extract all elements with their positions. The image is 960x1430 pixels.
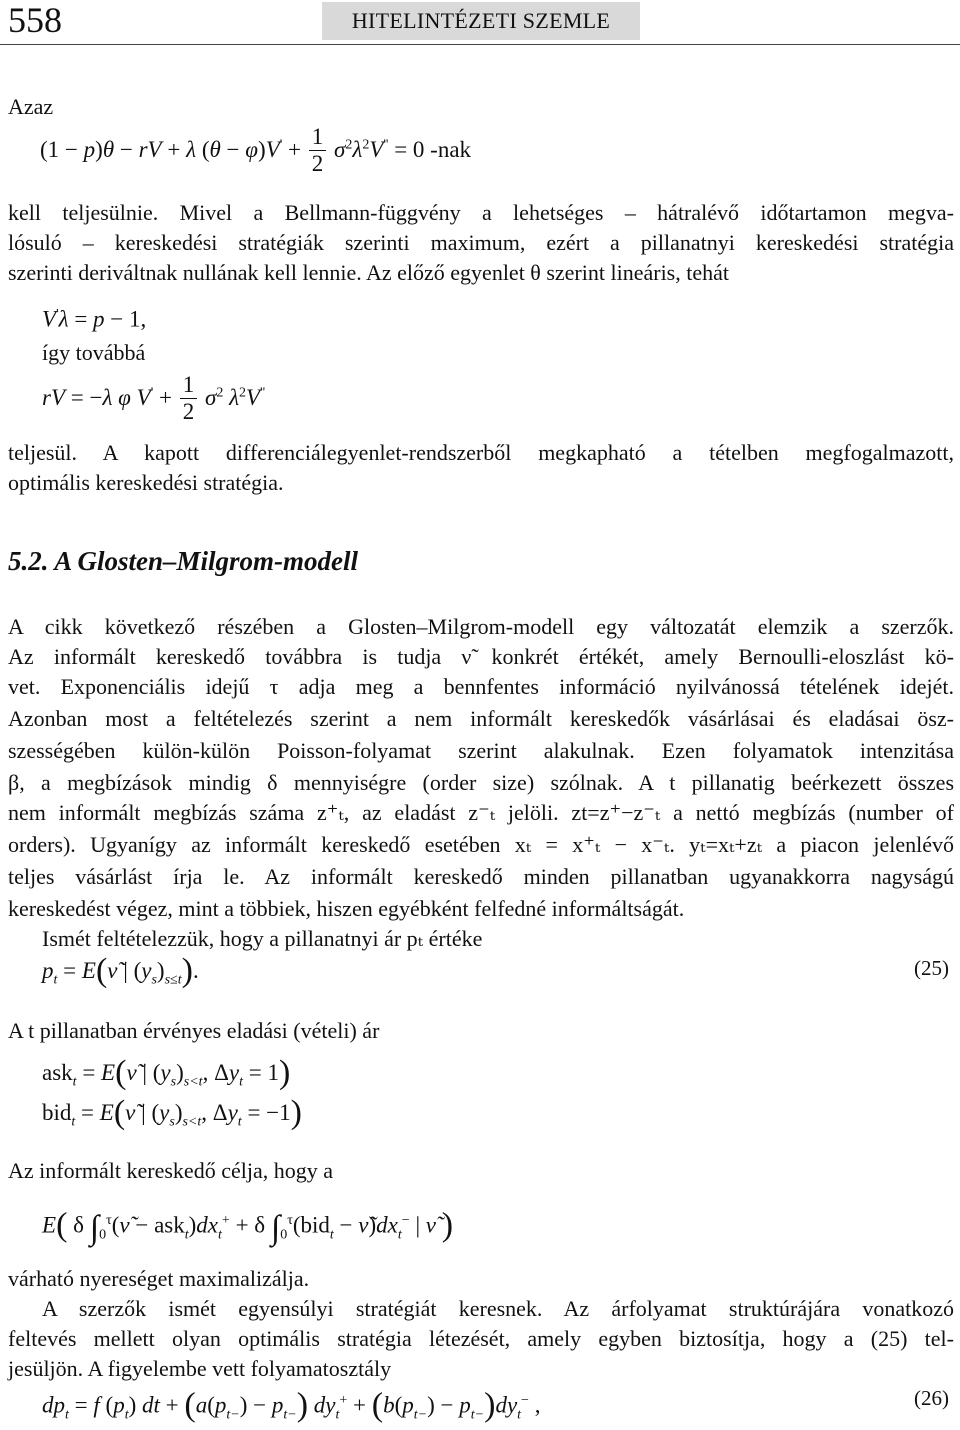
paragraph-line: lósuló – kereskedési stratégiák szerinti maximum, ezért a pillanatnyi kereskedési stratégia bbox=[8, 230, 954, 255]
text-azaz: Azaz bbox=[8, 94, 54, 119]
paragraph-line: teljesül. A kapott differenciálegyenlet-rendszerből megkapható a tételben megfogalmazott, bbox=[8, 440, 954, 465]
equation-hjb: (1 − p)θ − rV + λ (θ − φ)V' + $\frac{1}{2}$ $\sigma^2\lambda^2V'' = 0$ -nak bbox=[40, 124, 472, 176]
paragraph-line: A cikk következő részében a Glosten–Milgrom-modell egy változatát elemzik a szerzők. bbox=[8, 614, 954, 639]
equation-suffix: -nak bbox=[430, 137, 472, 162]
header-rule bbox=[0, 44, 960, 45]
paragraph-line: szességében külön-külön Poisson-folyamat szerint alakulnak. Ezen folyamatok intenzitása bbox=[8, 738, 954, 763]
paragraph-line: várható nyereséget maximalizálja. bbox=[8, 1266, 310, 1291]
paragraph-line: teljes vásárlást írja le. Az informált kereskedő minden pillanatban ugyanakkorra nagyságú bbox=[8, 864, 954, 889]
paragraph-line: A t pillanatban érvényes eladási (vételi) ár bbox=[8, 1018, 380, 1043]
equation-linear: V'λ = p − 1, bbox=[42, 306, 147, 332]
text-igy-tovabba: így továbbá bbox=[42, 340, 146, 365]
paragraph-line: nem informált megbízás száma z⁺ₜ, az eladást z⁻ₜ jelöli. zt=z⁺−z⁻ₜ a nettó megbízás (number of bbox=[8, 800, 954, 825]
equation-price-process: $dp_t = f$ $(p_t)$ dt + $(a(p_{t-}) - p_{t-}) dy_t^+ + (b(p_{t-}) - p_{t-})dy_t^-$ , bbox=[42, 1386, 541, 1424]
paragraph-line: feltevés mellett olyan optimális stratégia létezését, amely egyben biztosítja, hogy a (25) tel- bbox=[8, 1326, 954, 1351]
paragraph-line: szerinti deriváltnak nullának kell lennie. Az előző egyenlet θ szerint lineáris, tehát bbox=[8, 260, 729, 285]
paragraph-line: jesüljön. A figyelembe vett folyamatosztály bbox=[8, 1356, 392, 1381]
equation-price: $p_t$ = E(ν̃ | $(y_s)_{s\le t}$). bbox=[42, 952, 199, 989]
page-number: 558 bbox=[8, 0, 62, 40]
paragraph-line: β, a megbízások mindig δ mennyiségre (order size) szólnak. A t pillanatig beérkezett összes bbox=[8, 770, 954, 795]
paragraph-line: A szerzők ismét egyensúlyi stratégiát keresnek. Az árfolyamat struktúrájára vonatkozó bbox=[42, 1296, 954, 1321]
paragraph-line: kereskedést végez, mint a többiek, hiszen egyébként felfedné informáltságát. bbox=[8, 896, 685, 921]
paragraph-line: kell teljesülnie. Mivel a Bellmann-függvény a lehetséges – hátralévő időtartamon megva- bbox=[8, 200, 954, 225]
equation-number: (26) bbox=[914, 1386, 949, 1410]
paragraph-line: Az informált kereskedő továbbra is tudja ν̃ konkrét értékét, amely Bernoulli-eloszlást kö- bbox=[8, 644, 954, 669]
equation-bid: bid$_t$ = E(ν̃ | $(y_s)_{s<t}$, $\Delta y_t = -1$) bbox=[42, 1094, 302, 1131]
paragraph-line: vet. Exponenciális idejű τ adja meg a bennfentes információ nyilvánossá tételének idejét. bbox=[8, 674, 954, 699]
paragraph-line: Azonban most a feltételezés szerint a nem informált kereskedők vásárlásai és eladásai ösz- bbox=[8, 706, 954, 731]
equation-rv: rV = −λ φ V' + $\frac{1}{2}$ $\sigma^2$ $\lambda^2V''$ bbox=[42, 372, 266, 424]
running-header: HITELINTÉZETI SZEMLE bbox=[322, 2, 640, 40]
paragraph-line: Az informált kereskedő célja, hogy a bbox=[8, 1158, 333, 1183]
paragraph-line: orders). Ugyanígy az informált kereskedő esetében xₜ = x⁺ₜ − x⁻ₜ. yₜ=xₜ+zₜ a piacon jelenlévő bbox=[8, 832, 954, 857]
equation-number: (25) bbox=[914, 956, 949, 980]
section-title: 5.2. A Glosten–Milgrom-modell bbox=[8, 546, 359, 576]
equation-objective: E( δ $\int_0^\tau(\nũ - ask_t)dx_t^+ + \delta$ $\int_0^\tau(bid_t$ − $\nũ)dx_t^-$ | ν̃ ) bbox=[42, 1206, 454, 1247]
equation-ask: ask$_t$ = E(ν̃ | $(y_s)_{s<t}$, $\Delta y_t = 1$) bbox=[42, 1054, 291, 1091]
paragraph-line: Ismét feltételezzük, hogy a pillanatnyi ár pₜ értéke bbox=[42, 926, 483, 951]
paragraph-line: optimális kereskedési stratégia. bbox=[8, 470, 284, 495]
